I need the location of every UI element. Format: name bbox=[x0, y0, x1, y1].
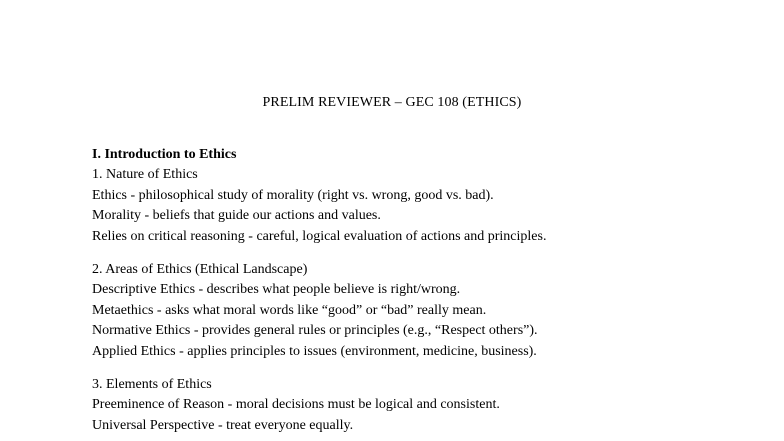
text-line: Universal Perspective - treat everyone equally. bbox=[92, 417, 354, 433]
section-areas-of-ethics bbox=[92, 260, 752, 362]
text-line: Normative Ethics - provides general rules or principles (e.g., “Respect others”). bbox=[92, 323, 538, 339]
subsection-heading: 2. Areas of Ethics (Ethical Landscape) bbox=[92, 262, 308, 278]
text-line: Applied Ethics - applies principles to issues (environment, medicine, business). bbox=[92, 343, 537, 359]
text-line: Ethics - philosophical study of morality (right vs. wrong, good vs. bad). bbox=[92, 187, 494, 203]
text-line: Morality - beliefs that guide our actions and values. bbox=[92, 208, 381, 224]
text-line: Descriptive Ethics - describes what people believe is right/wrong. bbox=[92, 282, 461, 298]
document-title: PRELIM REVIEWER – GEC 108 (ETHICS) bbox=[262, 95, 522, 110]
section-elements-of-ethics bbox=[92, 375, 752, 436]
subsection-heading: 1. Nature of Ethics bbox=[92, 167, 198, 183]
text-line: Preeminence of Reason - moral decisions must be logical and consistent. bbox=[92, 397, 500, 413]
section-introduction bbox=[92, 145, 752, 247]
text-line: Relies on critical reasoning - careful, logical evaluation of actions and principles. bbox=[92, 228, 547, 244]
document-body bbox=[92, 145, 752, 436]
chapter-heading: I. Introduction to Ethics bbox=[92, 147, 237, 162]
subsection-heading: 3. Elements of Ethics bbox=[92, 377, 212, 393]
text-line: Metaethics - asks what moral words like “good” or “bad” really mean. bbox=[92, 302, 487, 318]
